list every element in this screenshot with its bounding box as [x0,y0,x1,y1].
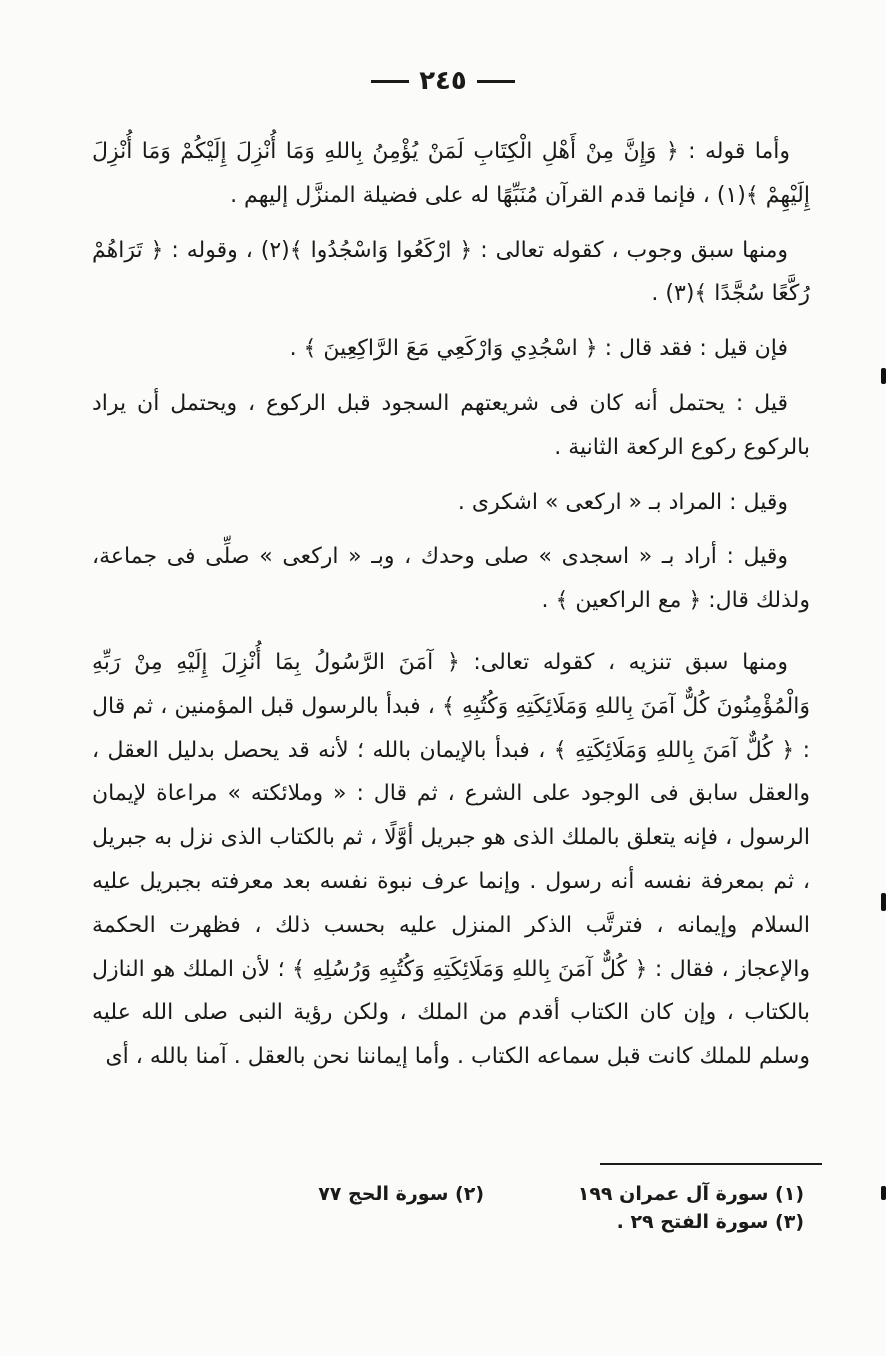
paragraph-3: فإن قيل : فقد قال : ﴿ اسْجُدِي وَارْكَعِي مَعَ الرَّاكِعِينَ ﴾ . [289,336,788,362]
paragraph-2: ومنها سبق وجوب ، كقوله تعالى : ﴿ ارْكَعُوا وَاسْجُدُوا ﴾(٢) ، وقوله : ﴿ تَرَاهُمْ رُكَّعًا سُجَّدًا ﴾(٣) . [92,237,810,307]
margin-mark-bottom [881,1186,886,1200]
header-dash-left [477,80,515,83]
paragraph-4: قيل : يحتمل أنه كان فى شريعتهم السجود قبل الركوع ، ويحتمل أن يراد بالركوع ركوع الركعة الثانية . [92,390,810,460]
page-number: ٢٤٥ [419,66,467,96]
paragraph-5: وقيل : المراد بـ « اركعى » اشكرى . [457,489,788,515]
footnote-2: (٢) سورة الحج ٧٧ [318,1183,484,1205]
footnote-separator [600,1163,822,1165]
margin-mark-middle [881,893,886,911]
main-text [92,130,810,1090]
paragraph-6: وقيل : أراد بـ « اسجدى » صلى وحدك ، وبـ « اركعى » صلِّى فى جماعة، ولذلك قال: ﴿ مع الراكعين ﴾ . [92,544,810,614]
page-number-header [0,66,886,96]
paragraph-1: وأما قوله : ﴿ وَإِنَّ مِنْ أَهْلِ الْكِتَابِ لَمَنْ يُؤْمِنُ بِاللهِ وَمَا أُنْزِلَ إِلَيْكُمْ وَمَا أُنْزِلَ إِلَيْهِمْ ﴾(١) ، فإنما قدم القرآن مُنَبِّهًا له على فضيلة المنزَّل إليهم . [92,139,810,208]
footnote-3: (٣) سورة الفتح ٢٩ . [616,1211,804,1233]
footnote-row-2 [92,1208,804,1236]
header-dash-right [371,80,409,83]
footnote-row-1 [92,1180,804,1208]
margin-mark-top [881,368,886,384]
footnote-1: (١) سورة آل عمران ١٩٩ [577,1183,804,1205]
footnotes [92,1180,804,1236]
paragraph-7: ومنها سبق تنزيه ، كقوله تعالى: ﴿ آمَنَ الرَّسُولُ بِمَا أُنْزِلَ إِلَيْهِ مِنْ رَبِّهِ وَالْمُؤْمِنُونَ كُلٌّ آمَنَ بِاللهِ وَمَلَائِكَتِهِ وَكُتُبِهِ ﴾ ، فبدأ بالرسول قبل المؤمنين ، ثم قال : ﴿ كُلٌّ آمَنَ بِاللهِ وَمَلَائِكَتِهِ ﴾ ، فبدأ بالإيمان بالله ؛ لأنه قد يحصل بدليل العقل ، والعقل سابق فى الوجود على الشرع ، ثم قال : « وملائكته » مراعاة لإيمان الرسول ، فإنه يتعلق بالملك الذى هو جبريل أوَّلًا ، ثم بالكتاب الذى نزل به جبريل ، ثم بمعرفة نفسه أنه رسول . وإنما عرف نبوة نفسه بعد معرفته بجبريل عليه السلام وإيمانه ، فترتَّب الذكر المنزل عليه بحسب ذلك ، فظهرت الحكمة والإعجاز ، فقال : ﴿ كُلٌّ آمَنَ بِاللهِ وَمَلَائِكَتِهِ وَكُتُبِهِ وَرُسُلِهِ ﴾ ؛ لأن الملك هو النازل بالكتاب ، وإن كان الكتاب أقدم من الملك ، ولكن رؤية النبى صلى الله عليه وسلم للملك كانت قبل سماعه الكتاب . وأما إيماننا نحن بالعقل . آمنا بالله ، أى [92,649,810,1070]
